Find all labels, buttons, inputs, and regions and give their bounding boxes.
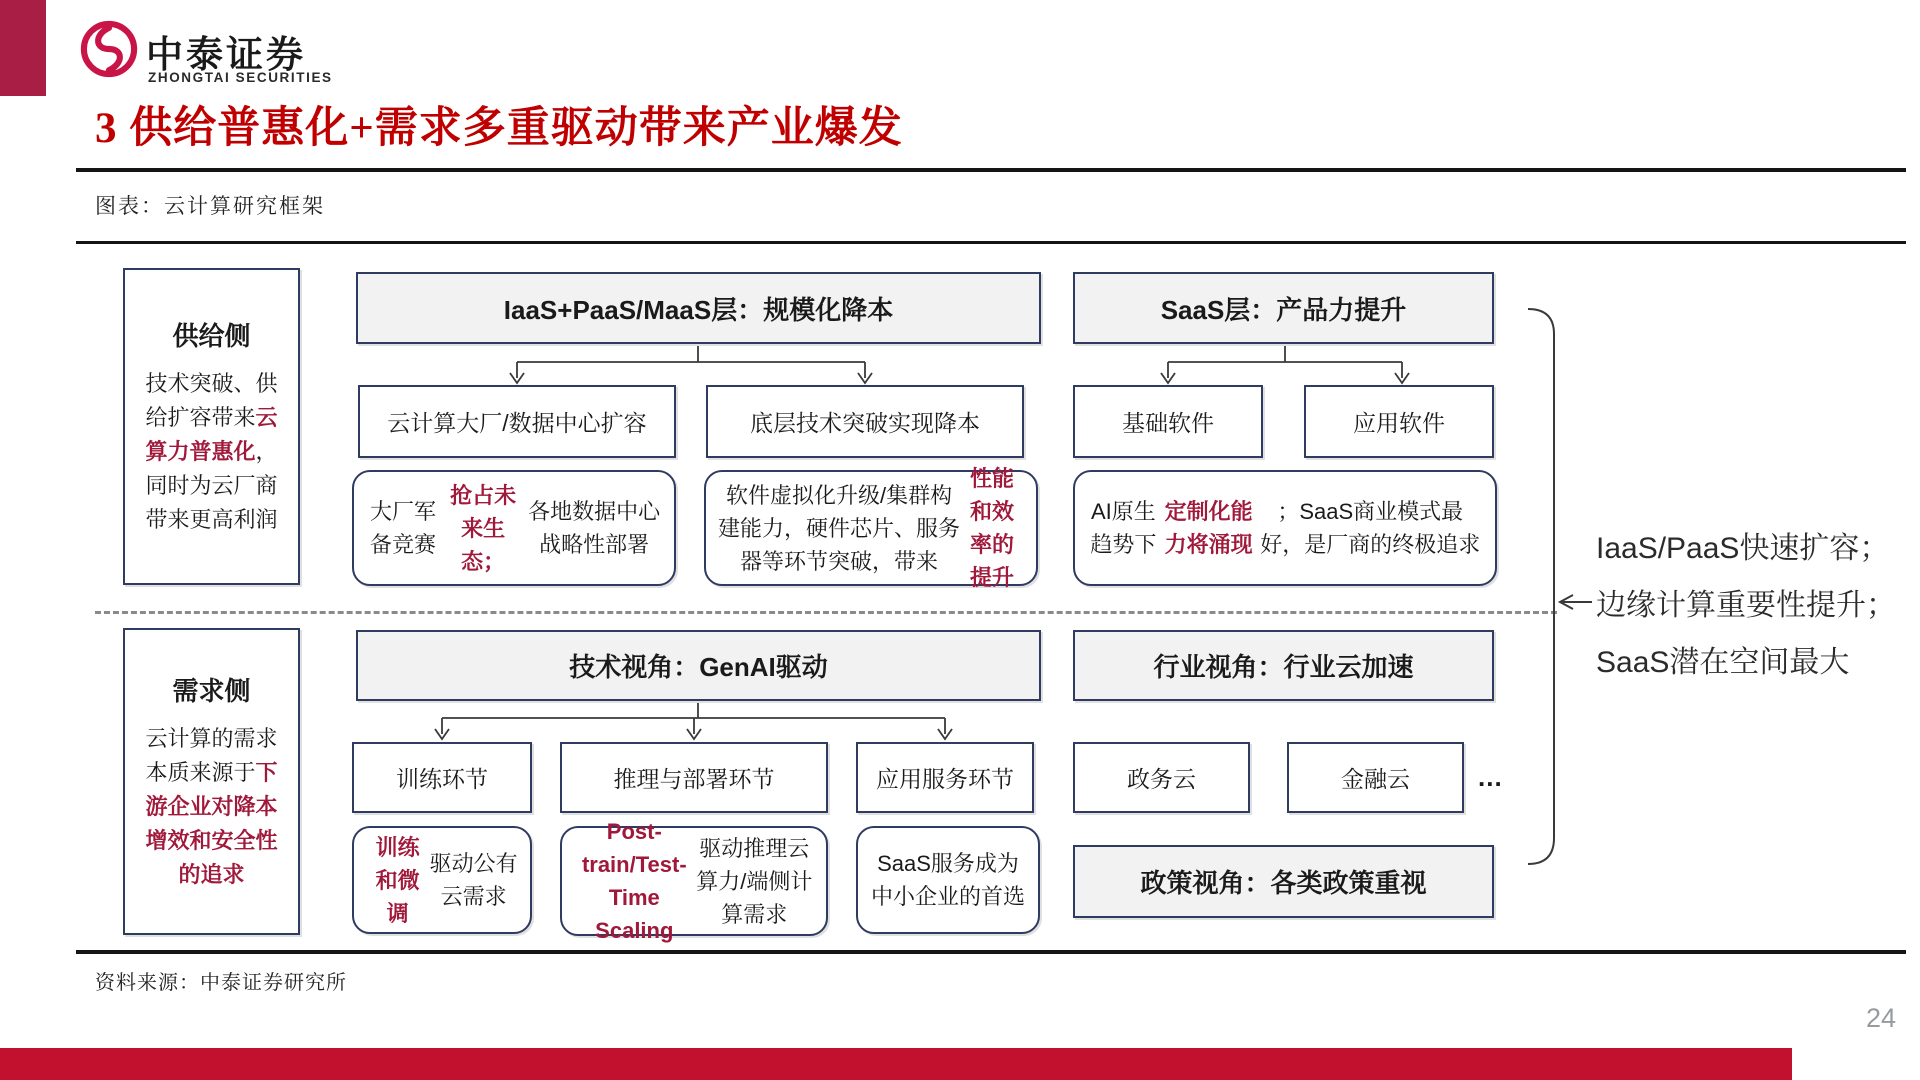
bracket-annotation [1596,520,1920,691]
ai-native-detail-box: AI原生趋势下 定制化能力将涌现 ；SaaS商业模式最好，是厂商的终极追求 [1073,470,1497,586]
inference-box: 推理与部署环节 [560,742,828,813]
competition-detail-box: 大厂军备竞赛 抢占未来生态； 各地数据中心战略性部署 [352,470,676,586]
zhongtai-logo-icon [80,20,138,78]
tech-view-header-box: 技术视角：GenAI驱动 [356,630,1041,701]
industry-more-dots: ... [1478,762,1503,792]
figure-caption: 图表：云计算研究框架 [95,194,325,218]
bottom-accent-bar [0,1048,1792,1080]
app-software-box: 应用软件 [1304,385,1494,458]
supply-side-text: 技术突破、供给扩容带来云算力普惠化，同时为云厂商带来更高利润 [145,370,278,533]
demand-side-label: 需求侧 [172,675,251,706]
supply-side-label: 供给侧 [172,320,251,351]
annotation-line-2: 边缘计算重要性提升； [1596,589,1896,622]
divider-caption [76,241,1906,244]
cloud-datacenter-box: 云计算大厂/数据中心扩容 [358,385,676,458]
supply-side-box [123,268,300,585]
annotation-line-1: IaaS/PaaS快速扩容； [1596,532,1890,565]
saas-header-box: SaaS层：产品力提升 [1073,272,1494,344]
gov-cloud-box: 政务云 [1073,742,1250,813]
brand-name-cn: 中泰证券 [146,34,306,75]
brand-name-en: ZHONGTAI SECURITIES [148,70,333,85]
divider-top [76,168,1906,172]
right-bracket [1528,309,1592,864]
bottom-tech-box: 底层技术突破实现降本 [706,385,1024,458]
software-detail-box: 软件虚拟化升级/集群构建能力，硬件芯片、服务器等环节突破，带来 性能和效率的提升 [704,470,1038,586]
corner-accent-block [0,0,46,96]
demand-side-text: 云计算的需求本质来源于下游企业对降本增效和安全性的追求 [145,725,278,888]
posttrain-detail-box: Post-train/Test-Time Scaling 驱动推理云算力/端侧计算需求 [560,826,828,936]
page-number: 24 [1866,1003,1897,1033]
demand-side-box [123,628,300,935]
saas-sme-detail-box: SaaS服务成为中小企业的首选 [856,826,1040,934]
train-detail-box: 训练和微调 驱动公有云需求 [352,826,532,934]
annotation-line-3: SaaS潜在空间最大 [1596,646,1850,679]
source-note: 资料来源：中泰证券研究所 [95,972,347,994]
industry-view-header-box: 行业视角：行业云加速 [1073,630,1494,701]
train-box: 训练环节 [352,742,532,813]
policy-view-header-box: 政策视角：各类政策重视 [1073,845,1494,918]
divider-footer [76,950,1906,954]
app-service-box: 应用服务环节 [856,742,1034,813]
iaas-header-box: IaaS+PaaS/MaaS层：规模化降本 [356,272,1041,344]
supply-demand-dashed-divider [95,611,1557,614]
fin-cloud-box: 金融云 [1287,742,1464,813]
page-title: 3 供给普惠化+需求多重驱动带来产业爆发 [95,105,903,152]
basic-software-box: 基础软件 [1073,385,1263,458]
